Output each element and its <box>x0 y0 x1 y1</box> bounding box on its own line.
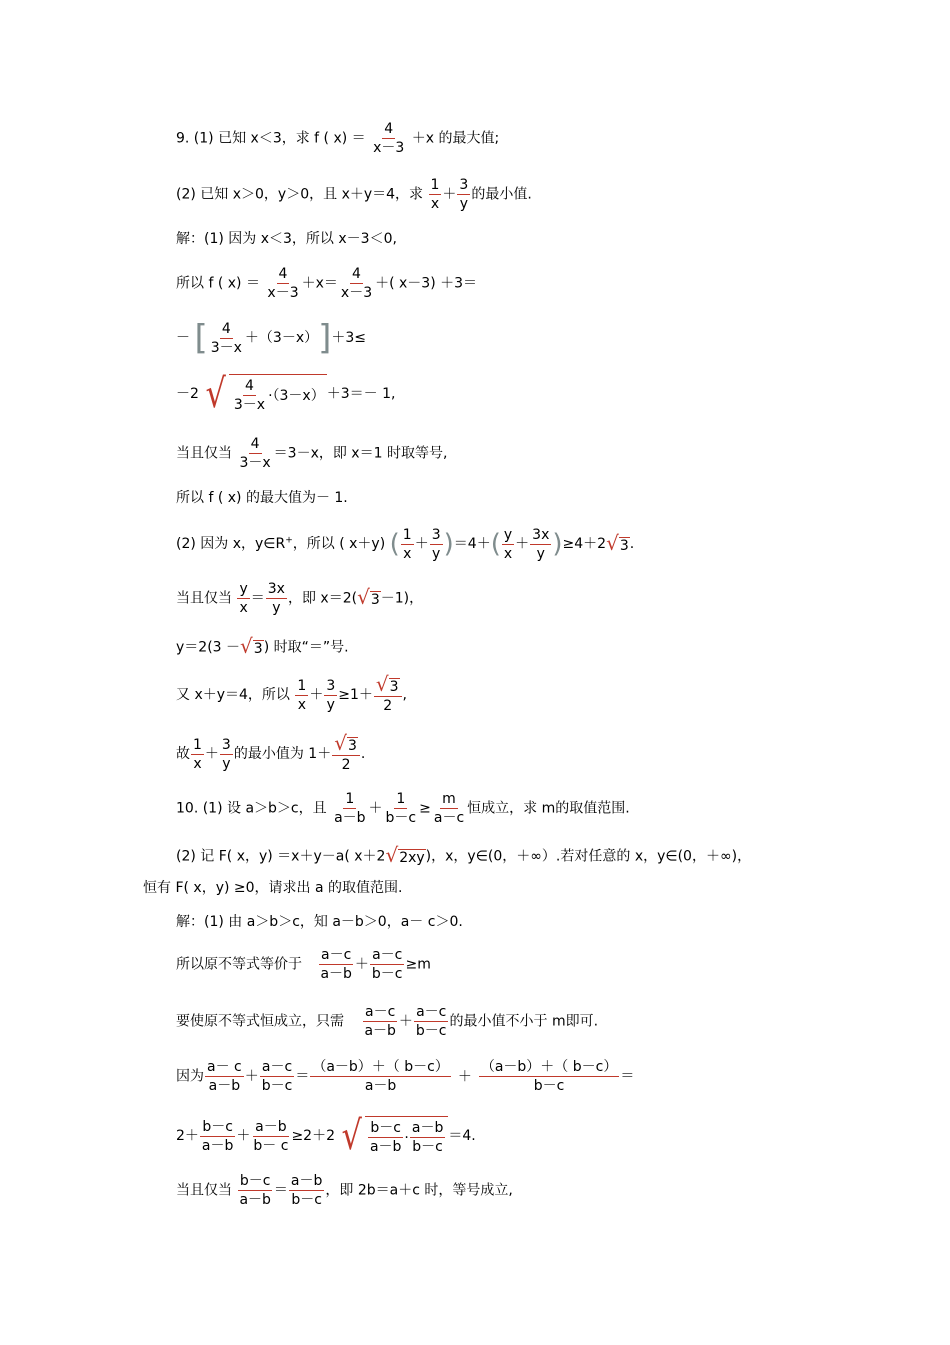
fraction: $\frac{3}{y}$ <box>459 177 469 212</box>
fraction: $\frac{3}{y}$ <box>326 677 336 713</box>
sol9-line-7: (2) 因为 x，y∈R+，所以 ( x＋y) ( $\frac{1}{x}$ ＋ $\frac{3}{y}$ )＝4＋( $\frac{y}{x}$ ＋ $\frac{3x}{y}$ )≥4＋2√3. <box>176 524 634 564</box>
q10-line-2 <box>176 845 751 868</box>
q9-p2-text-a: (2) 已知 x＞0，y＞0，且 x＋y＝4，求 <box>176 186 424 203</box>
fraction: $\frac{4}{3-x}$ <box>210 320 242 356</box>
fraction: $\frac{b-c}{a-b}$ <box>369 1120 402 1155</box>
fraction: $\frac{1}{x}$ <box>297 677 307 713</box>
text: ，所以 ( x＋y) <box>292 536 386 552</box>
text: 恒成立，求 m的取值范围. <box>467 800 630 817</box>
fraction: $\frac{3}{y}$ <box>431 526 441 562</box>
sol10-line-2: 所以原不等式等价于 $\frac{a-c}{a-b}$ ＋ $\frac{a-c}{b-c}$ ≥m <box>176 947 431 982</box>
fraction: $\frac{4}{x-3}$ <box>340 266 373 301</box>
text: ＋x＝ <box>301 275 338 292</box>
text: ≥m <box>405 956 431 973</box>
sol10-line-4: 因为 $\frac{a- c}{a-b}$ ＋ $\frac{a-c}{b-c}$ ＝ $\frac{(a-b)+( b-c)}{a-b}$ ＋ $\frac{(a-b)+( b-c)}{b-c}$ ＝ <box>176 1059 635 1094</box>
sol9-line-11: 故 $\frac{1}{x}$ ＋ $\frac{3}{y}$ 的最小值为 1＋ $\frac{√3}{2}$ . <box>176 731 366 773</box>
text: (2) 记 F( x，y) ＝x＋y－a( x＋2 <box>176 848 386 865</box>
fraction: $\frac{a-c}{b-c}$ <box>261 1059 293 1094</box>
sol10-line-6: 当且仅当 $\frac{b-c}{a-b}$ ＝ $\frac{a-b}{b-c}$ ，即 2b＝a＋c 时，等号成立, <box>176 1173 513 1208</box>
fraction: $\frac{1}{a-b}$ <box>334 791 366 826</box>
sqrt: √2xy <box>385 843 425 867</box>
text: 当且仅当 <box>176 445 232 462</box>
text: 故 <box>176 746 190 762</box>
text: 的最小值不小于 m即可. <box>449 1013 599 1030</box>
text: 当且仅当 <box>176 590 232 607</box>
sol9-line-2 <box>176 265 477 302</box>
sol9-line-6: 所以 f ( x) 的最大值为－ 1. <box>176 490 348 506</box>
q9-p1-text-a: 9. (1) 已知 x＜3，求 f ( x) ＝ <box>176 130 366 147</box>
text: 要使原不等式恒成立，只需 <box>176 1013 344 1030</box>
text: y＝2(3 － <box>176 639 241 656</box>
fraction: $\frac{a-c}{a-b}$ <box>320 947 352 982</box>
fraction: $\frac{√3}{2}$ <box>332 734 360 774</box>
fraction: $\frac{a-b}{b-c}$ <box>411 1120 444 1155</box>
right-paren: ) <box>552 529 563 559</box>
sol9-line-10: 又 x＋y＝4，所以 $\frac{1}{x}$ ＋ $\frac{3}{y}$ ≥1＋ $\frac{√3}{2}$ , <box>176 672 407 714</box>
sol9-line-5 <box>176 435 447 472</box>
sol9-line-8: 当且仅当 $\frac{y}{x}$ ＝ $\frac{3x}{y}$ ，即 x＝2(√3－1)， <box>176 581 424 616</box>
text: －2 <box>176 386 199 402</box>
right-bracket: ] <box>318 318 332 358</box>
text: － <box>176 330 190 346</box>
fraction: $\frac{y}{x}$ <box>239 581 248 616</box>
text: )，x，y∈(0，＋∞）.若对任意的 x，y∈(0，＋∞)， <box>425 848 752 865</box>
q9-p1-text-b: ＋x 的最大值; <box>411 130 500 147</box>
fraction: $\frac{a-c}{a-b}$ <box>364 1004 396 1039</box>
fraction: $\frac{y}{x}$ <box>503 526 513 562</box>
text: ，即 x＝2( <box>287 590 358 607</box>
fraction: $\frac{4}{x-3}$ <box>373 121 405 156</box>
text: ，即 2b＝a＋c 时，等号成立, <box>325 1182 513 1199</box>
left-bracket: [ <box>194 318 208 358</box>
text: 又 x＋y＝4，所以 <box>176 687 290 703</box>
text: ＝4. <box>448 1128 476 1144</box>
sqrt: √3 <box>606 530 629 555</box>
text: ≥4＋2 <box>562 536 607 552</box>
fraction: $\frac{3x}{y}$ <box>532 526 550 562</box>
text: 因为 <box>176 1068 204 1085</box>
fraction: $\frac{√3}{2}$ <box>374 675 402 715</box>
fraction: $\frac{4}{3-x}$ <box>233 378 266 413</box>
text: ＋3≤ <box>331 330 367 346</box>
text: ·（3－x） <box>268 387 325 404</box>
sol10-line-1: 解：(1) 由 a＞b＞c，知 a－b＞0，a－ c＞0. <box>176 914 463 930</box>
sqrt: √3 <box>240 634 263 658</box>
plus: ＋ <box>442 186 457 203</box>
fraction: $\frac{1}{x}$ <box>402 526 412 562</box>
superscript: + <box>285 535 293 546</box>
q10-line-1: 10. (1) 设 a＞b＞c，且 $\frac{1}{a-b}$ ＋ $\frac{1}{b-c}$ ≥ $\frac{m}{a-c}$ 恒成立，求 m的取值范围. <box>176 791 630 826</box>
right-paren: ) <box>443 529 454 559</box>
text: 所以原不等式等价于 <box>176 956 302 973</box>
text: ＝4＋ <box>453 536 491 552</box>
text: 10. (1) 设 a＞b＞c，且 <box>176 800 327 817</box>
text: ＋( x－3) ＋3＝ <box>375 275 478 292</box>
sqrt: √ $\frac{b-c}{a-b}$ · $\frac{a-b}{b-c}$ <box>339 1116 448 1156</box>
q10-line-3: 恒有 F( x，y) ≥0，请求出 a 的取值范围. <box>143 880 403 896</box>
sqrt: √3 <box>334 731 357 755</box>
sol9-line-3 <box>176 318 366 358</box>
text: ) 时取“＝”号. <box>263 639 349 656</box>
text: 2＋ <box>176 1128 199 1144</box>
fraction: $\frac{a-b}{b-c}$ <box>290 1173 323 1208</box>
radical-sign: √ <box>205 371 227 417</box>
sqrt: √3 <box>357 585 380 609</box>
text: (2) 因为 x，y∈R <box>176 536 286 552</box>
left-paren: ( <box>490 529 501 559</box>
fraction: $\frac{1}{x}$ <box>430 177 440 212</box>
fraction: $\frac{3}{y}$ <box>221 736 231 772</box>
sol9-line-4 <box>176 371 396 417</box>
q9-p2-text-b: 的最小值. <box>471 186 532 203</box>
sol9-line-9 <box>176 636 349 659</box>
text: ＋（3－x） <box>244 330 319 346</box>
text: 当且仅当 <box>176 1182 232 1199</box>
fraction: $\frac{b-c}{a-b}$ <box>201 1118 234 1154</box>
text: ≥1＋ <box>338 687 373 703</box>
q9-line-2 <box>176 176 532 213</box>
fraction: $\frac{1}{b-c}$ <box>385 791 417 826</box>
text: 的最小值为 1＋ <box>233 746 332 762</box>
q9-line-1 <box>176 120 499 157</box>
sqrt <box>203 371 326 417</box>
fraction: $\frac{a-c}{b-c}$ <box>415 1004 447 1039</box>
fraction: $\frac{1}{x}$ <box>193 736 202 772</box>
left-paren: ( <box>389 529 400 559</box>
sol10-line-3: 要使原不等式恒成立，只需 $\frac{a-c}{a-b}$ ＋ $\frac{a-c}{b-c}$ 的最小值不小于 m即可. <box>176 1004 599 1039</box>
fraction: $\frac{4}{x-3}$ <box>267 266 299 301</box>
fraction: $\frac{(a-b)+( b-c)}{b-c}$ <box>480 1059 618 1094</box>
text: ≥2＋2 <box>291 1128 335 1144</box>
fraction: $\frac{a-b}{b- c}$ <box>253 1118 289 1154</box>
text: ＝ <box>620 1068 635 1085</box>
text: －1)， <box>380 590 424 607</box>
text: 所以 f ( x) ＝ <box>176 275 260 292</box>
fraction: $\frac{b-c}{a-b}$ <box>239 1173 271 1208</box>
fraction: $\frac{a-c}{b-c}$ <box>371 947 403 982</box>
text: ≥ <box>419 800 431 817</box>
fraction: $\frac{a- c}{a-b}$ <box>207 1059 242 1094</box>
text: ＝3－x，即 x＝1 时取等号, <box>273 445 448 462</box>
sqrt: √3 <box>375 672 399 696</box>
fraction: $\frac{3x}{y}$ <box>267 581 285 616</box>
text: ＋3＝－ 1, <box>326 386 396 402</box>
fraction: $\frac{(a-b)+( b-c)}{a-b}$ <box>312 1059 449 1094</box>
fraction: $\frac{m}{a-c}$ <box>433 791 465 826</box>
sol9-line-1: 解：(1) 因为 x＜3，所以 x－3＜0, <box>176 231 397 247</box>
sol10-line-5: 2＋ $\frac{b-c}{a-b}$ ＋ $\frac{a-b}{b- c}$ ≥2＋2 √ $\frac{b-c}{a-b}$ · $\frac{a-b}{b-c}$ ＝4. <box>176 1113 476 1159</box>
fraction: $\frac{4}{3-x}$ <box>239 436 271 471</box>
